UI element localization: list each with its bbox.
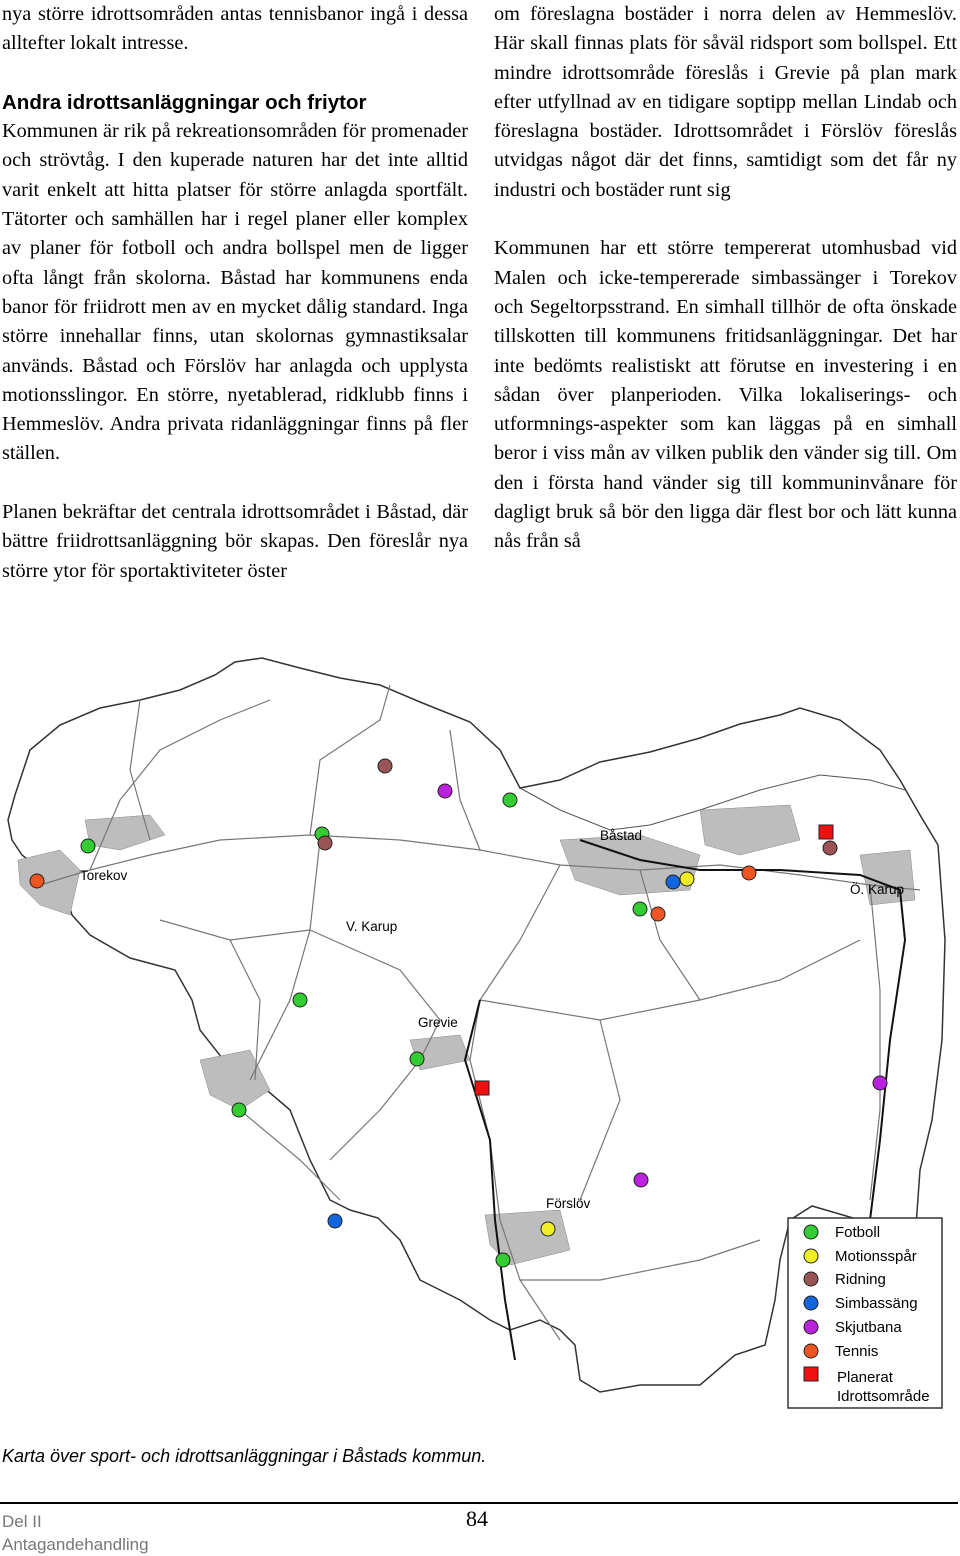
right-text-column (494, 0, 957, 557)
marker-simbassang (328, 1214, 342, 1228)
marker-ridning (318, 836, 332, 850)
legend-label-planerat: Planerat (837, 1369, 893, 1386)
legend-label-fotboll: Fotboll (835, 1224, 881, 1241)
marker-fotboll (232, 1103, 246, 1117)
marker-fotboll (633, 902, 647, 916)
marker-skjutbana (438, 784, 452, 798)
legend-label-simbassang: Simbassäng (835, 1295, 918, 1312)
legend-swatch-simbassang (804, 1296, 818, 1310)
legend-label-motionsspar: Motionsspår (835, 1248, 917, 1265)
marker-fotboll (293, 993, 307, 1007)
marker-tennis (742, 866, 756, 880)
town-label-okarup: Ö. Karup (850, 882, 905, 897)
marker-fotboll (410, 1052, 424, 1066)
legend-swatch-tennis (804, 1344, 818, 1358)
marker-motionsspar (541, 1222, 555, 1236)
legend-swatch-planerat (804, 1367, 818, 1381)
legend-label-tennis: Tennis (835, 1343, 879, 1360)
map-caption: Karta över sport- och idrottsanläggningar i Båstads kommun. (2, 1446, 487, 1466)
marker-fotboll (81, 839, 95, 853)
town-label-grevie: Grevie (418, 1015, 458, 1030)
marker-skjutbana (873, 1076, 887, 1090)
legend-label-idrottsomrade: Idrottsområde (837, 1388, 930, 1405)
footer-left (2, 1510, 149, 1556)
legend-swatch-fotboll (804, 1225, 818, 1239)
page-number: 84 (466, 1506, 488, 1531)
sports-facilities-map (0, 640, 960, 1440)
town-label-forslov: Förslöv (546, 1196, 591, 1211)
town-label-bastad: Båstad (600, 828, 643, 843)
marker-skjutbana (634, 1173, 648, 1187)
paragraph-recreation: Kommunen är rik på rekreationsområden för promenader och strövtåg. I den kuperade naturen har det inte alltid varit enkelt att hitta platser för större anlagda sportfält. Tätorter och samhällen har i regel planer eller komplex av planer för fotboll och andra bollspel men de ligger ofta långt från skolorna. Båstad har kommunens enda banor för friidrott men av en mycket dålig standard. Inga större innehallar finns, utan skolornas gymnastiksalar används. Båstad och Förslöv har anlagda och upplysta motionsslingor. En större, nyetablerad, ridklubb finns i Hemmeslöv. Andra privata ridanläggningar finns på fler ställen. (2, 120, 468, 465)
marker-fotboll (496, 1253, 510, 1267)
town-label-torekov: Torekov (80, 868, 128, 883)
legend-swatch-ridning (804, 1272, 818, 1286)
marker-planerat-idrottsomrade (819, 825, 833, 839)
legend-swatch-skjutbana (804, 1320, 818, 1334)
intro-paragraph: nya större idrottsområden antas tennisbanor ingå i dessa alltefter lokalt intresse. (2, 3, 468, 55)
left-text-column (2, 0, 468, 586)
marker-tennis (30, 874, 44, 888)
marker-tennis (651, 907, 665, 921)
paragraph-plan: Planen bekräftar det centrala idrottsområdet i Båstad, där bättre friidrottsanläggning bör skapas. Den föreslår nya större ytor för sportaktiviteter öster (2, 501, 468, 582)
marker-ridning (378, 759, 392, 773)
section-heading: Andra idrottsanläggningar och friytor (2, 90, 367, 114)
paragraph-swimming: Kommunen har ett större tempererat utomhusbad vid Malen och icke-tempererade simbassänger i Torekov och Segeltorpsstrand. En simhall tillhör de ofta önskade tillskotten till kommunens fritidsanläggningar. Det har inte bedömts realistiskt att förutse en investering i en sådan över planperioden. Vilka lokaliserings- och utformnings-aspekter som kan läggas på en simhall beror i viss mån av vilken publik den vänder sig till. Om den i första hand vänder sig till kommuninvånare för dagligt bruk så bör den ligga där flest bor och lätt kunna nås från så (494, 237, 957, 553)
map-legend (788, 1218, 942, 1408)
footer-section: Del II (2, 1512, 42, 1531)
marker-fotboll (503, 793, 517, 807)
marker-motionsspar (680, 872, 694, 886)
paragraph-hemmeslov: om föreslagna bostäder i norra delen av Hemmeslöv. Här skall finnas plats för såväl ridsport som bollspel. Ett mindre idrottsområde föreslås i Grevie på plan mark efter utfyllnad av en tidigare soptipp mellan Lindab och föreslagna bostäder. Idrottsområdet i Förslöv föreslås utvidgas något där det finns, samtidigt som det får ny industri och bostäder runt sig (494, 3, 957, 201)
footer-rule (0, 1502, 958, 1504)
marker-ridning (823, 841, 837, 855)
legend-label-ridning: Ridning (835, 1271, 886, 1288)
marker-simbassang (666, 875, 680, 889)
marker-planerat-idrottsomrade (475, 1081, 489, 1095)
footer-subtitle: Antagandehandling (2, 1535, 149, 1554)
legend-swatch-motionsspar (804, 1249, 818, 1263)
town-label-vkarup: V. Karup (346, 919, 398, 934)
legend-label-skjutbana: Skjutbana (835, 1319, 902, 1336)
